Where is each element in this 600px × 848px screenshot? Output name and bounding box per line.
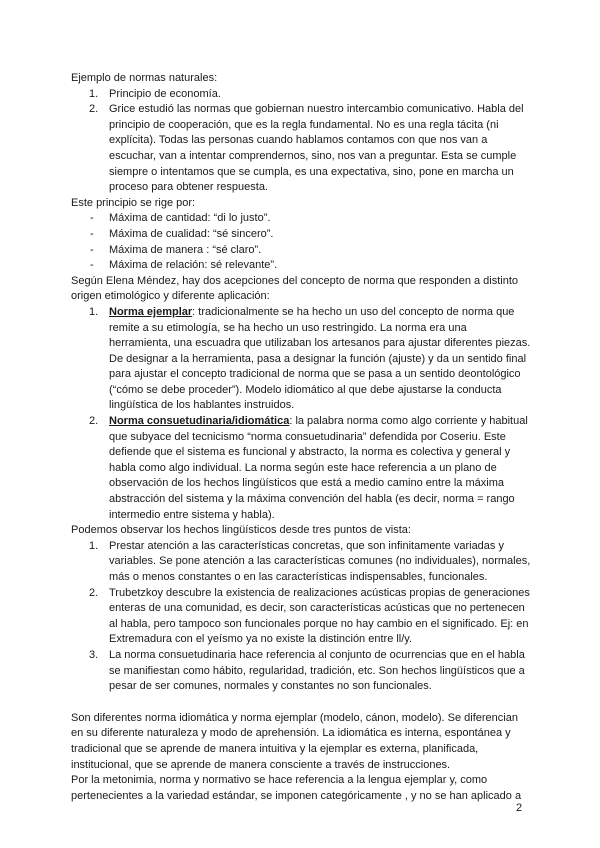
list-item: [71, 539, 531, 586]
list-item: [71, 87, 531, 103]
list-number: 1.: [89, 539, 99, 552]
list-number: 1.: [89, 87, 99, 100]
list-item-text: Grice estudió las normas que gobiernan nuestro intercambio comunicativo. Habla del principio de cooperación, que es la regla fundamental. No es una regla tácita (ni explícita). Todas las personas cuando hablamos contamos con que nos van a escuchar, van a intentar comprendernos, sino, nos van a preguntar. Esta se cumple siempre o intentamos que se cumpla, es una expectativa, sino, pone en marcha un proceso para obtener respuesta.: [109, 103, 524, 194]
list-item-text: Máxima de relación: sé relevante”.: [109, 259, 278, 272]
list-item: [71, 586, 531, 648]
mendez-intro: Según Elena Méndez, hay dos acepciones del concepto de norma que responden a distinto origen etimológico y diferente aplicación:: [71, 274, 519, 303]
list-item-text: La norma consuetudinaria hace referencia al conjunto de ocurrencias que en el habla se manifiestan como hábito, regularidad, tradición, etc. Son hechos lingüísticos que a pesar de ser comunes, normales y constantes no son funcionales.: [109, 648, 525, 693]
dash-bullet: -: [90, 227, 94, 240]
list-number: 2.: [89, 586, 99, 599]
list-item-text: : la palabra norma como algo corriente y habitual que subyace del tecnicismo “norma consuetudinaria” defendida por Coseriu. Este defiende que el sistema es funcional y abstracto, la norma es colectiva y general y habla como algo individual. La norma según este hace referencia a un plano de observación de los hechos lingüísticos que está a medio camino entre la máxima abstracción del sistema y la máxima convención del habla (es decir, norma = rango intermedio entre sistema y habla).: [109, 415, 528, 521]
list-item-text: Principio de economía.: [109, 87, 221, 100]
natural-norms-list: [71, 87, 531, 196]
list-item: [71, 102, 531, 196]
dash-bullet: -: [90, 259, 94, 272]
list-item: [71, 227, 531, 243]
principle-intro: Este principio se rige por:: [71, 196, 196, 209]
acepciones-list: [71, 305, 531, 523]
maxims-list: [71, 211, 531, 273]
list-item-text: Trubetzkoy descubre la existencia de realizaciones acústicas propias de generaciones enteras de una comunidad, es decir, son características acústicas que no pertenecen al habla, pero tampoco son funcionales porque no hay cambio en el significado. Ej: en Extremadura con el yeísmo ya no existe la distinción entre ll/y.: [109, 586, 530, 646]
list-number: 2.: [89, 415, 99, 428]
list-item: [71, 648, 531, 695]
list-item-text: Prestar atención a las características concretas, que son infinitamente variadas y variables. Se pone atención a las características comunes (no individuales), normales, más o menos constantes o en las características indispensables, funcionales.: [109, 539, 531, 583]
intro-text: Ejemplo de normas naturales:: [71, 72, 218, 84]
list-item: [71, 243, 531, 259]
list-item: [71, 305, 531, 414]
list-item-text: Máxima de manera : “sé claro”.: [109, 243, 262, 256]
list-item: [71, 258, 531, 274]
list-number: 1.: [89, 305, 99, 318]
closing-paragraph-1: Son diferentes norma idiomática y norma ejemplar (modelo, cánon, modelo). Se diferencian en su diferente naturaleza y modo de aprehensión. La idiomática es interna, espontánea y tradicional que se aprende de manera intuitiva y la ejemplar es externa, planificada, institucional, que se aprende de manera consciente a través de instrucciones.: [71, 711, 518, 771]
list-item: [71, 414, 531, 523]
viewpoints-intro: Podemos observar los hechos lingüísticos desde tres puntos de vista:: [71, 524, 411, 537]
dash-bullet: -: [90, 243, 94, 256]
list-item-text: : tradicionalmente se ha hecho un uso del concepto de norma que remite a su etimología, se ha hecho un uso restringido. La norma era una herramienta, una escuadra que utilizaban los artesanos para ajustar diferentes piezas. De designar a la herramienta, pasa a designar la función (ajuste) y da un sentido final para ajustar el concepto tradicional de norma que se pasa a un sentido deontológico (“cómo se debe proceder”). Modelo idiomático al que debe ajustarse la conducta lingüística de los hablantes instruidos.: [109, 305, 531, 412]
paragraph-gap: [71, 695, 531, 711]
dash-bullet: -: [90, 212, 94, 225]
term-heading: Norma ejemplar: [109, 305, 193, 318]
term-heading: Norma consuetudinaria/idiomática: [109, 415, 290, 428]
page-number: 2: [516, 802, 523, 814]
list-number: 2.: [89, 103, 99, 116]
list-number: 3.: [89, 648, 99, 661]
viewpoints-list: [71, 539, 531, 695]
list-item-text: Máxima de cantidad: “di lo justo”.: [109, 212, 271, 225]
closing-paragraph-2: Por la metonimia, norma y normativo se hace referencia a la lengua ejemplar y, como pertenecientes a la variedad estándar, se imponen categóricamente , y no se han aplicado a: [71, 774, 522, 802]
list-item: [71, 211, 531, 227]
document-page: [71, 71, 531, 804]
list-item-text: Máxima de cualidad: “sé sincero”.: [109, 227, 274, 240]
